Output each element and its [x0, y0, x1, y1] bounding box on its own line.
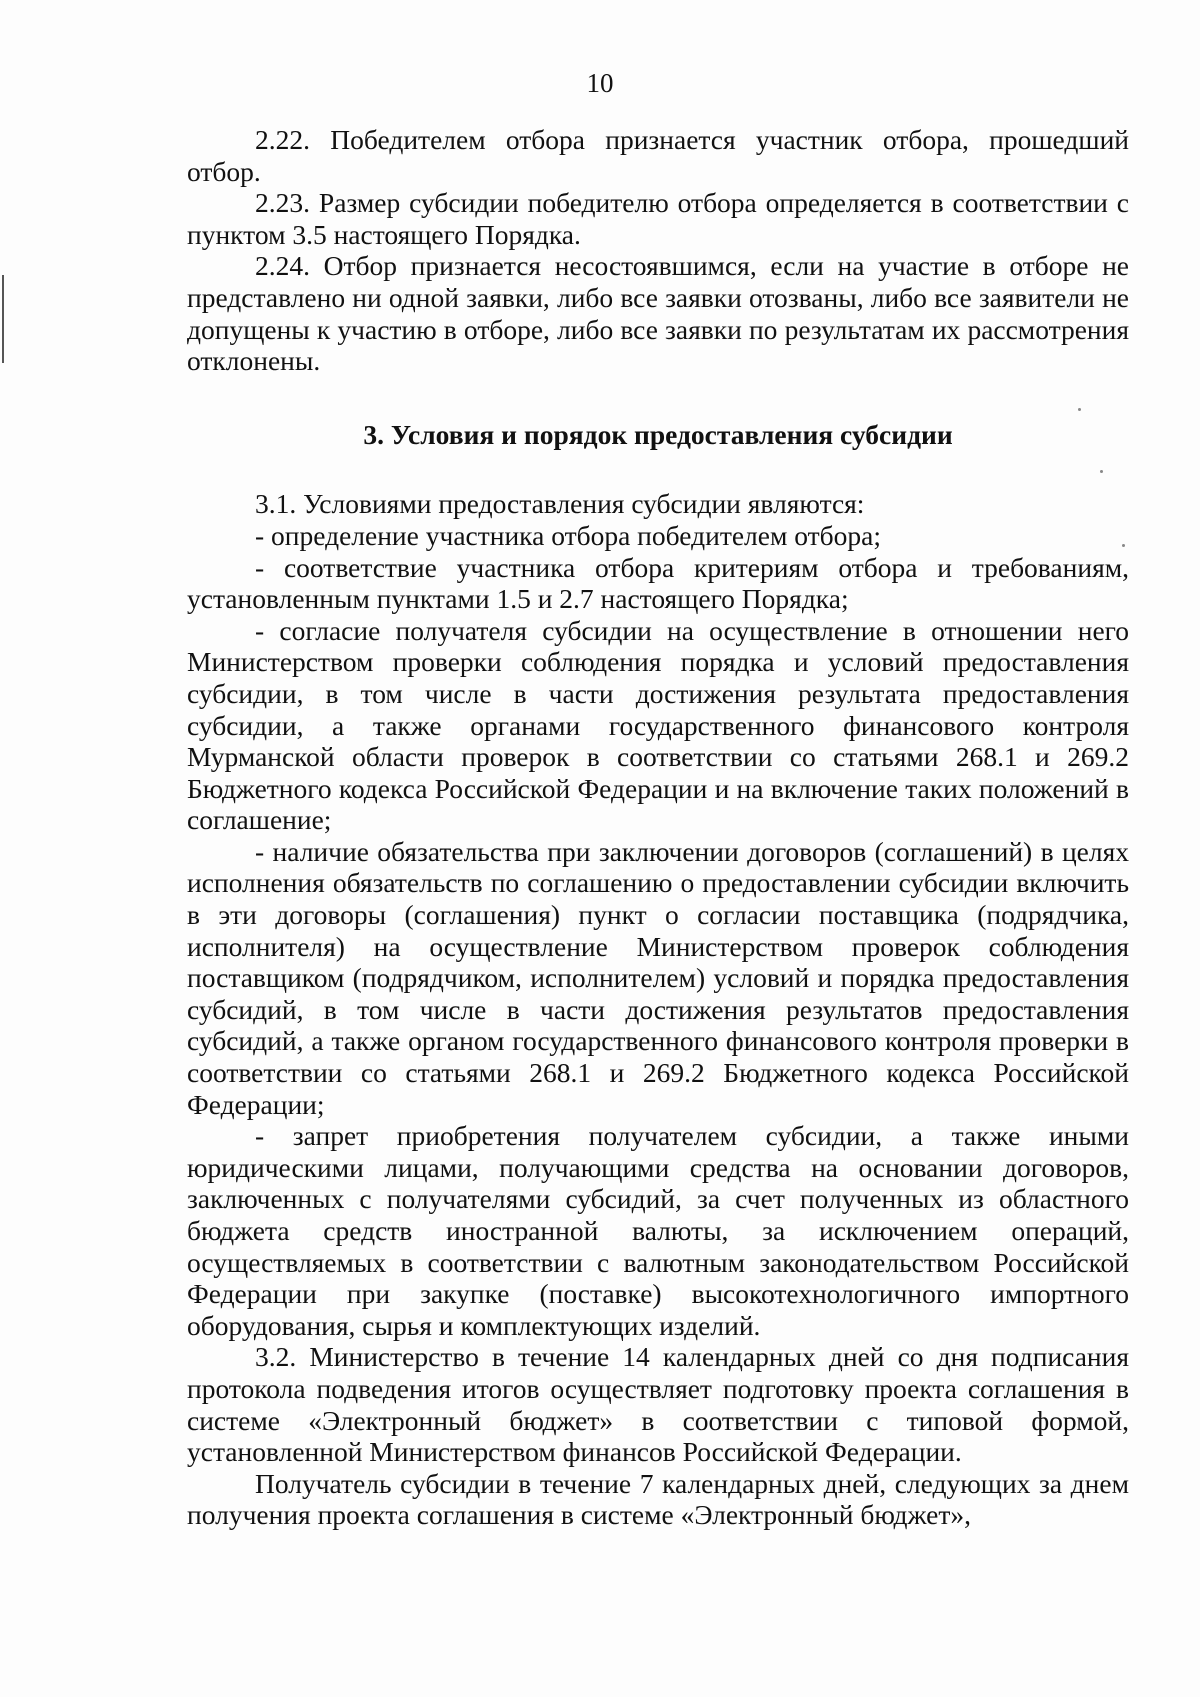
paragraph-2-22: 2.22. Победителем отбора признается участник отбора, прошедший отбор. [187, 124, 1129, 187]
page-number: 10 [586, 68, 614, 98]
list-item-winner: - определение участника отбора победителем отбора; [255, 519, 882, 551]
paragraph-3-2: 3.2. Министерство в течение 14 календарных дней со дня подписания протокола подведения итогов осуществляет подготовку проекта соглашения в системе «Электронный бюджет» в соответствии с типовой формой, установленной Министерством финансов Российской Федерации. [187, 1341, 1129, 1468]
list-item-criteria: - соответствие участника отбора критериям отбора и требованиям, установленным пунктами 1.5 и 2.7 настоящего Порядка; [187, 551, 1129, 615]
list-item-obligation: - наличие обязательства при заключении договоров (соглашений) в целях исполнения обязательств по соглашению о предоставлении субсидии включить в эти договоры (соглашения) пункт о согласии поставщика (подрядчика, исполнителя) на осуществление Министерством проверок соблюдения поставщиком (подрядчиком, исполнителем) условий и порядка предоставления субсидий, в том числе в части достижения результатов предоставления субсидий, а также органом государственного финансового контроля проверки в соответствии со статьями 268.1 и 269.2 Бюджетного кодекса Российской Федерации; [187, 835, 1129, 1120]
document-body [187, 124, 1129, 1531]
list-item-consent: - согласие получателя субсидии на осуществление в отношении него Министерством проверки соблюдения порядка и условий предоставления субсидии, в том числе в части достижения результата предоставления субсидии, а также органами государственного финансового контроля Мурманской области проверок в соответствии со статьями 268.1 и 269.2 Бюджетного кодекса Российской Федерации и на включение таких положений в соглашение; [187, 614, 1129, 836]
scan-edge-mark [2, 275, 4, 363]
list-item-currency-ban: - запрет приобретения получателем субсидии, а также иными юридическими лицами, получающими средства на основании договоров, заключенных с получателями субсидий, за счет полученных из областного бюджета средств иностранной валюты, за исключением операций, осуществляемых в соответствии с валютным законодательством Российской Федерации при закупке (поставке) высокотехнологичного импортного оборудования, сырья и комплектующих изделий. [187, 1120, 1129, 1341]
section-heading: 3. Условия и порядок предоставления субсидии [363, 418, 953, 450]
paragraph-3-1: 3.1. Условиями предоставления субсидии являются: [255, 488, 865, 520]
paragraph-2-23: 2.23. Размер субсидии победителю отбора определяется в соответствии с пунктом 3.5 настоящего Порядка. [187, 187, 1129, 250]
paragraph-2-24: 2.24. Отбор признается несостоявшимся, если на участие в отборе не представлено ни одной заявки, либо все заявки отозваны, либо все заявители не допущены к участию в отборе, либо все заявки по результатам их рассмотрения отклонены. [187, 250, 1129, 377]
paragraph-recipient: Получатель субсидии в течение 7 календарных дней, следующих за днем получения проекта соглашения в системе «Электронный бюджет», [187, 1467, 1129, 1531]
